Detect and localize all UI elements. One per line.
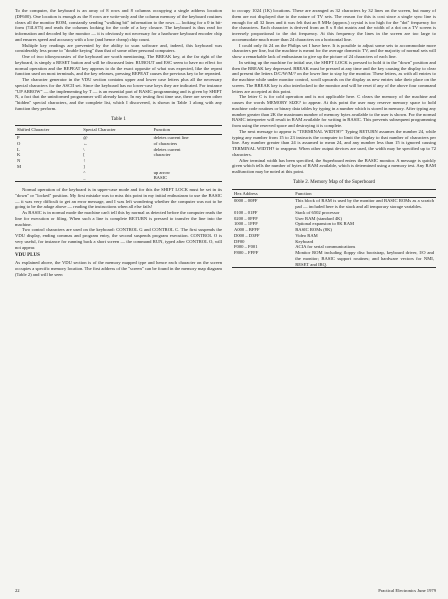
table-cell: 1000 – 1FFF [234, 221, 258, 227]
table-cell: M [17, 163, 22, 169]
table-cell: F000 – F001 [234, 244, 258, 250]
table-cell: of characters [153, 140, 178, 146]
table-cell: P [17, 135, 20, 140]
table-cell: Stack of 6502 processor [295, 209, 340, 215]
table-cell: F800 – FFFF [234, 250, 259, 255]
table-cell: deletes current line [153, 135, 189, 140]
body-paragraph: Normal operation of the keyboard is in upper-case mode and for this the SHIFT LOCK must be set in its "down" or "locked" position. My first mistake was to miss this point in my initial enthusiasm to use the BASIC — it was very difficult to get an error message, and I was left wondering whether the computer was not to be going to be the adage above — reading the instructions when all else fails! [15, 187, 222, 210]
body-paragraph: I could only fit 24 on the Philips set I have here. It is possible to adjust some sets to accommodate more characters per line, but the machine is meant for the average domestic TV, and the majority of normal sets will show a remarkable lack of enthusiasm to give up the picture of 24 characters of each line. [232, 42, 436, 59]
table-cell: ^ [83, 169, 86, 175]
table-cell: ACIA for serial communications [295, 244, 356, 250]
right-column-body [232, 8, 436, 175]
table-cell: deletes current [153, 146, 181, 152]
table-cell: 0200 – 0FFF [234, 215, 258, 221]
table-cell: ] [83, 163, 85, 169]
table-cell: L [17, 146, 20, 152]
table-cell: @ [83, 135, 88, 140]
table-cell: Keyboard [295, 238, 314, 244]
table-cell: ← [83, 140, 88, 146]
table-cell: up arrow [153, 169, 171, 175]
table-1-body [15, 135, 222, 182]
table-cell: Video RAM [295, 232, 318, 238]
table-cell: DF00 [234, 238, 245, 244]
left-column-body-bottom [15, 187, 222, 250]
section-heading-vdu: VDU PLUS [15, 253, 40, 259]
body-paragraph: The character generator in the VDU section contains upper and lower case letters plus all the necessary special characters for the ASCII set. Since the keyboard has no lower-case keys they are indicated. For instance "UP ARROW" — the implementing by T — is an essential part of BASIC programming and is given by SHIFT N, a fact that the uninformed programmer will already know. In my testing first time use, there are seven other "hidden" special characters, and the complete list, which I discovered, is shown in Table 1 along with any function they perform. [15, 77, 222, 111]
table-2-title: Table 2. Memory Map of the Superboard [293, 179, 375, 185]
table-cell: Monitor ROM including floppy disc bootstrap, keyboard driver, I/O and the monitor; BASIC support routines; and hardware vectors for NMI, RESET and IRQ. [295, 250, 434, 267]
publication-line: Practical Electronics June 1979 [378, 588, 436, 593]
body-paragraph: To the computer, the keyboard is an array of 8 rows and 8 columns occupying a single address location (DF600). One location is enough as the 8 rows are write-only and the column memory of the keyboard routines clears all the monitor ROM, constantly sending "walking bit" information to the rows — looking for a 0 in bit-form (74LS75) and reads the columns looking for the code of a key closure. The keyboard is thus read for information and decoded by the monitor — it is obviously not necessary for a hardware keyboard encoder chip and ensures speed and accuracy with a low (and hence cheap) chip count. [15, 8, 222, 42]
table-cell: BASIC ROMs (8K) [295, 227, 332, 232]
table-cell: User RAM (standard 4K) [295, 215, 343, 221]
table-2-header-row [232, 190, 436, 198]
body-paragraph: Two control characters are used on the keyboard: CONTROL G and CONTROL C. The first suspends the VDU display, ending commas and program entry, the second suspends program execution. CONTROL O is very useful, for instance for running back a short screen — the command RUN, typed after CONTROL O, will not appear. [15, 227, 222, 250]
body-paragraph: The letter C is for cold operation and is not applicable here. C clears the memory of the machine and causes the words MEMORY SIZE? to appear. At this point the user may reserve memory space to hold machine code routines or binary data tables by typing in a number which is stored in memory. After typing any number greater than 2K the maximum number of memory bytes available to the user is shown. For the normal BASIC interpreter will result in RAM available for writing in BASIC. This prevents subsequent programming from using the reserved space and destroying it is complete. [232, 94, 436, 128]
right-column [232, 8, 436, 273]
table-row [232, 198, 436, 210]
table-cell: Optional expansion to 8K RAM [295, 221, 355, 227]
table-cell: character [153, 152, 171, 158]
table-column-header: Special Character [81, 126, 151, 134]
table-1 [15, 125, 222, 182]
table-cell: N [17, 158, 21, 163]
table-1-title: Table 1 [111, 116, 126, 122]
table-row [232, 250, 436, 267]
body-paragraph: One of two idiosyncrasies of the keyboard are worth mentioning. The BREAK key, at the far right of the keyboard, is simply a RESET button and will be discussed later. RUBOUT and ESC seem to have no effect for normal operation and the REPEAT key appears to do the exact opposite of what was expected, like the repeat function used on most terminals, and the key releases, pressing REPEAT causes the previous key to be repeated. [15, 54, 222, 77]
body-paragraph: As explained above, the VDU section is of the memory mapped type and hence each character on the screen occupies a specific memory location. The first address of the "screen" can be found in the memory map diagram (Table 2) and will be seen [15, 260, 222, 277]
table-cell: 0000 – 00FF [234, 198, 258, 204]
body-paragraph: As BASIC is in normal mode the machine can't tell this by normal as detected before the computer reads the line for execution or filing. When such a line is complete RETURN is pressed to transfer the line into the machine. [15, 210, 222, 227]
body-paragraph: In setting up the machine for initial use, the SHIFT LOCK is pressed to hold it in the "down" position and then the BREAK key depressed. BREAK must be pressed at any time and the key causing the display to clear and present the letters D/C/W/M/? on the lower line to stay by the monitor. These letters, as with all entries to the machine while under monitor control, scroll upwards on the display as new entries take their place on the screen. The BREAK key is also interlocked to the monitor and will be reset if any of the above four command letters are accepted at this point. [232, 59, 436, 94]
table-cell: BASIC [153, 175, 168, 181]
body-paragraph: After terminal width has been specified, the Superboard enters the BASIC monitor. A message is quickly given which tells the number of bytes of RAM available, which is determined using a memory test. Any RAM malfunction may be noted at this point. [232, 157, 436, 174]
table-cell: D000 – D3FF [234, 232, 260, 238]
table-2-body [232, 198, 436, 268]
body-paragraph: The next message to appear is "TERMINAL WIDTH?" Typing RETURN assumes the number 24, while typing any number from 15 to 23 instructs the computer to limit the display to that number of characters per line. Any number greater than 24 is assumed to mean 24, and any number less than 15 is ignored causing TERMINAL WIDTH? to reappear. When other output devices are used, the width may be specified up to 72 characters. [232, 128, 436, 157]
page-number: 22 [15, 588, 20, 593]
table-cell: 0100 – 01FF [234, 209, 258, 215]
table-cell: O [17, 140, 21, 146]
table-cell: A000 – BFFF [234, 227, 260, 232]
left-column-vdu-section [15, 260, 222, 277]
table-cell: \ [83, 146, 85, 152]
table-column-header: Hex Address [232, 190, 293, 198]
table-cell: _ [83, 175, 86, 181]
left-column [15, 8, 222, 277]
table-column-header: Shifted Character [15, 126, 81, 134]
table-cell [15, 175, 81, 181]
body-paragraph: to occupy 1024 (1K) locations. These are arranged as 32 characters by 32 lines on the screen, but many of them are not displayed due to the nature of TV sets. The reason for this is cost since a single sync line is enough for all 32 lines and it was felt that an 8 MHz (approx.) crystal is too high for the "dot" frequency for the characters. Each character is derived from an 8 x 8 dot matrix and the width of a dot on a TV screen is inversely proportional to the dot frequency. At this frequency the lines in the screen are too large to accommodate much more than 24 characters on a horizontal line. [232, 8, 436, 42]
left-column-body-top [15, 8, 222, 112]
table-column-header: Function [293, 190, 436, 198]
body-paragraph: Multiple key readings are prevented by the ability to scan software and, indeed, this keyboard was considerably less prone to "double keying" than that of some other personal computers. [15, 42, 222, 54]
table-2 [232, 189, 436, 269]
table-cell: [ [83, 152, 85, 158]
table-cell: ↑ [83, 158, 86, 163]
table-cell: K [17, 152, 21, 158]
table-cell: This block of RAM is used by the monitor and BASIC ROMs as a scratch pad — included here is the stack and all temporary storage variables. [295, 198, 434, 209]
table-1-header-row [15, 126, 222, 134]
table-column-header: Function [152, 126, 222, 134]
table-row [15, 175, 222, 181]
